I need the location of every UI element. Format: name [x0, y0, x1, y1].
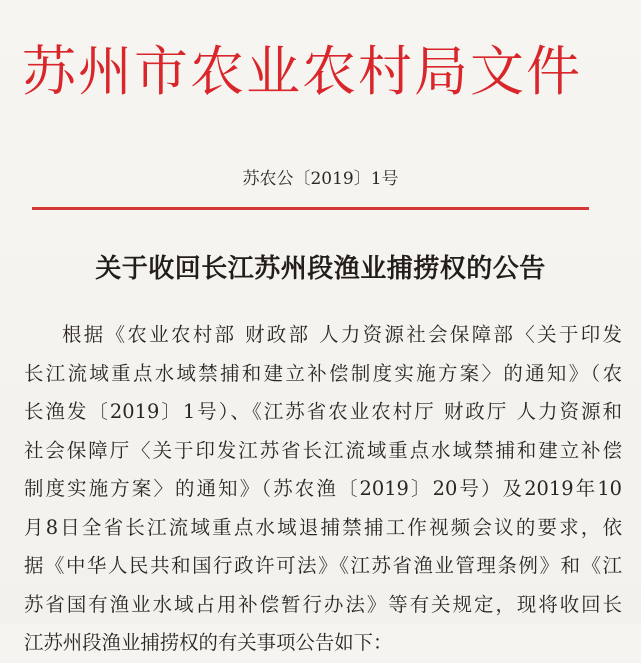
- body-paragraph: [24, 316, 622, 663]
- document-number: 苏农公〔2019〕1号: [242, 169, 399, 189]
- body-line: 长渔发〔2019〕1号）、《江苏省农业农村厅 财政厅 人力资源和: [24, 400, 622, 423]
- body-line: 月8日全省长江流域重点水域退捕禁捕工作视频会议的要求，依: [24, 515, 622, 539]
- body-line: 长江流域重点水域禁捕和建立补偿制度实施方案〉的通知》（农: [24, 361, 622, 385]
- announcement-title: 关于收回长江苏州段渔业捕捞权的公告: [95, 254, 546, 284]
- body-line: 据《中华人民共和国行政许可法》《江苏省渔业管理条例》和《江: [24, 554, 622, 577]
- body-line: 江苏州段渔业捕捞权的有关事项公告如下：: [24, 631, 393, 654]
- red-divider-line: [32, 207, 589, 210]
- body-line: 社会保障厅〈关于印发江苏省长江流域重点水域禁捕和建立补偿: [24, 438, 622, 462]
- body-line: 根据《农业农村部 财政部 人力资源社会保障部〈关于印发: [62, 323, 622, 346]
- document-header-title: 苏州市农业农村局文件: [22, 40, 582, 103]
- body-line: 苏省国有渔业水域占用补偿暂行办法》等有关规定，现将收回长: [24, 592, 622, 616]
- body-line: 制度实施方案〉的通知》（苏农渔〔2019〕20号）及2019年10: [24, 477, 622, 500]
